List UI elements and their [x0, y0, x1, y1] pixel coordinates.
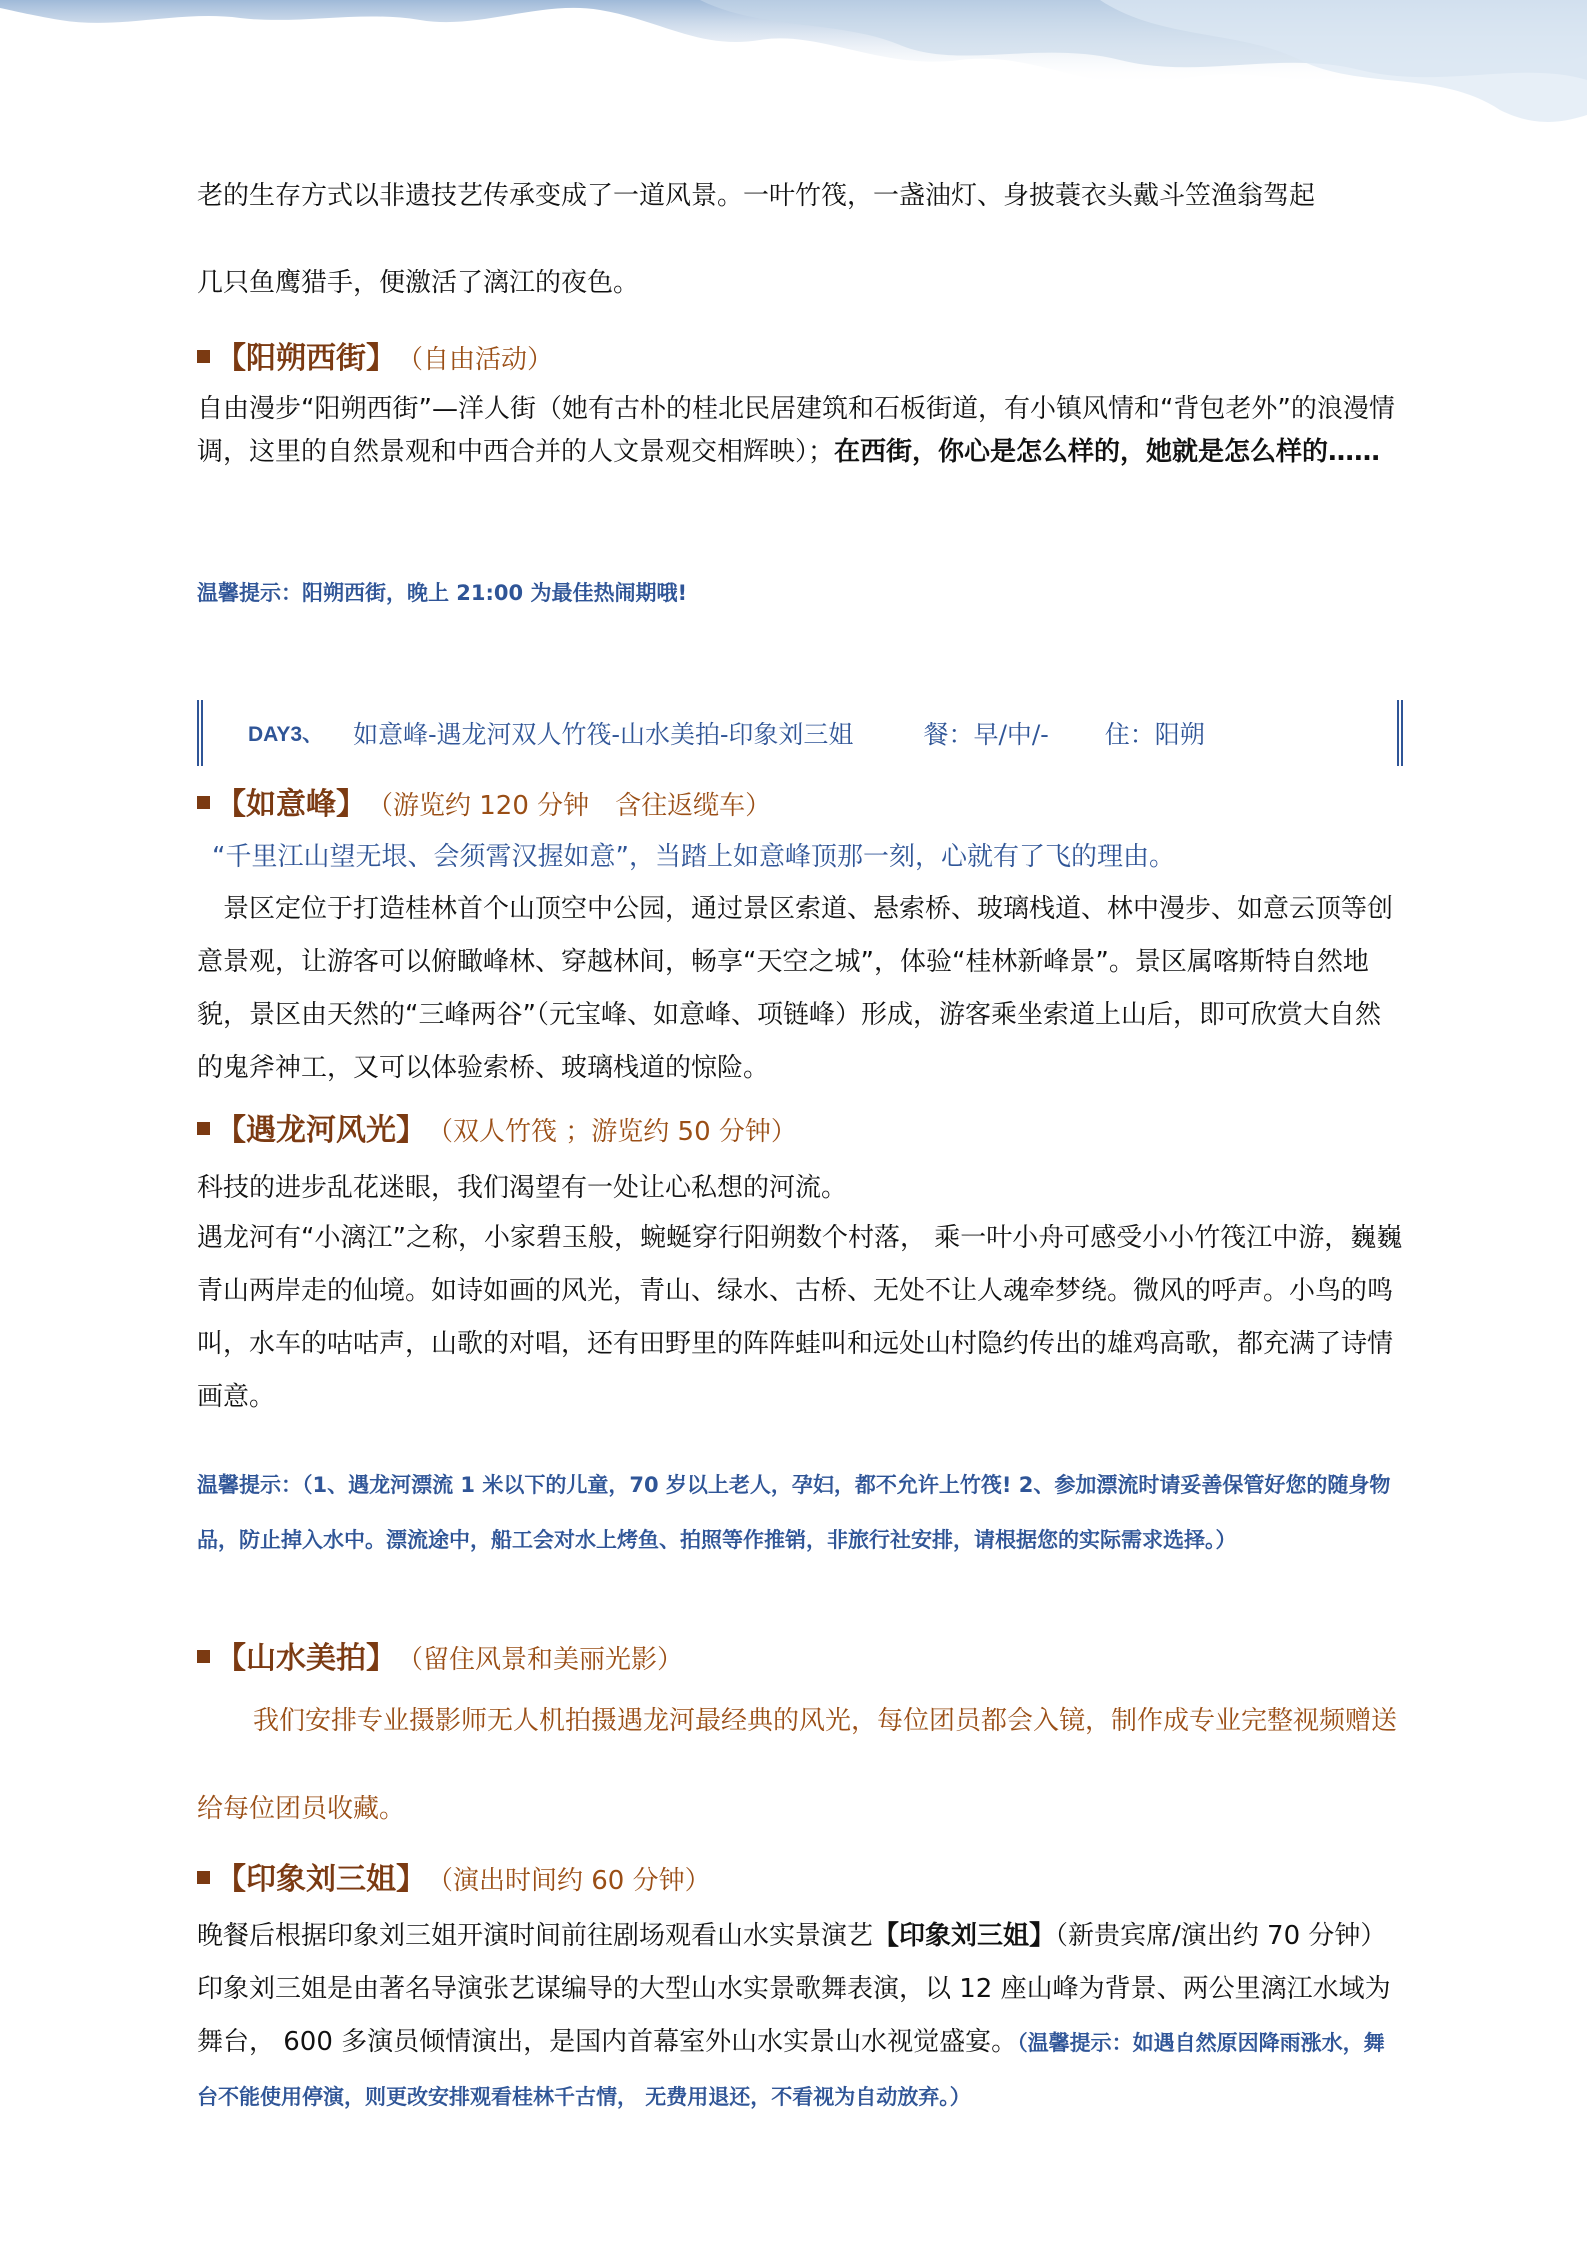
- section-heading-xijie: [197, 333, 553, 377]
- square-bullet-icon: [197, 1122, 210, 1135]
- section-note: （留住风景和美丽光影）: [410, 1645, 684, 1675]
- section-title: 【如意峰】: [216, 787, 366, 822]
- section-heading-meipai: [197, 1633, 683, 1677]
- meipai-paragraph: 我们安排专业摄影师无人机拍摄遇龙河最经典的风光，每位团员都会入镜，制作成专业完整视频赠送给每位团员收藏。: [197, 1706, 1398, 1824]
- ruyi-paragraph: 景区定位于打造桂林首个山顶空中公园，通过景区索道、悬索桥、玻璃栈道、林中漫步、如意云顶等创意景观，让游客可以俯瞰峰林、穿越林间，畅享“天空之城”，体验“桂林新峰景”。景区属喀斯特自然地貌，景区由天然的“三峰两谷”（元宝峰、如意峰、项链峰）形成，游客乘坐索道上山后，即可欣赏大自然的鬼斧神工，又可以体验索桥、玻璃栈道的惊险。: [197, 894, 1394, 1083]
- square-bullet-icon: [197, 1650, 210, 1663]
- liusanjie-text-a: 晚餐后根据印象刘三姐开演时间前往剧场观看山水实景演艺: [197, 1921, 874, 1951]
- intro-line-2: 几只鱼鹰猎手，便激活了漓江的夜色。: [197, 268, 640, 298]
- section-note: （游览约 120 分钟 含往返缆车）: [380, 791, 772, 821]
- section-title: 【阳朔西街】: [216, 341, 396, 376]
- section-title: 【山水美拍】: [216, 1641, 396, 1676]
- day-header-band: [197, 700, 1403, 766]
- square-bullet-icon: [197, 350, 210, 363]
- xijie-tip: 温馨提示：阳朔西街，晚上 21:00 为最佳热闹期哦!: [197, 581, 688, 605]
- liusanjie-paragraph: [197, 1910, 1403, 2124]
- intro-line-1: 老的生存方式以非遗技艺传承变成了一道风景。一叶竹筏，一盏油灯、身披蓑衣头戴斗笠渔翁驾起: [197, 181, 1316, 211]
- ruyi-quote: “千里江山望无垠、会须霄汉握如意”，当踏上如意峰顶那一刻，心就有了飞的理由。: [212, 842, 1175, 872]
- section-heading-ruyi: [197, 779, 771, 823]
- day-meals: 餐：早/中/-: [923, 720, 1049, 749]
- liusanjie-tip: （温馨提示：如遇自然原因降雨涨水，舞台不能使用停演，则更改安排观看桂林千古情， 无费用退还，不看视为自动放弃。）: [197, 2031, 1385, 2109]
- xijie-paragraph: [197, 388, 1403, 474]
- section-note: （演出时间约 60 分钟）: [440, 1866, 711, 1896]
- section-note: （双人竹筏 ；游览约 50 分钟）: [440, 1117, 797, 1147]
- yulong-line-1: 科技的进步乱花迷眼，我们渴望有一处让心私想的河流。: [197, 1173, 848, 1203]
- square-bullet-icon: [197, 796, 210, 809]
- section-note: （自由活动）: [410, 345, 554, 375]
- section-heading-liusanjie: [197, 1854, 711, 1898]
- yulong-tip: 温馨提示：（1、遇龙河漂流 1 米以下的儿童，70 岁以上老人，孕妇，都不允许上竹筏! 2、参加漂流时请妥善保管好您的随身物品，防止掉入水中。漂流途中，船工会对水上烤鱼、拍照等作推销，非旅行社安排，请根据您的实际需求选择。）: [197, 1473, 1391, 1552]
- xijie-text: 自由漫步“阳朔西街”—洋人街（她有古朴的桂北民居建筑和石板街道，有小镇风情和“背包老外”的浪漫情调，这里的自然景观和中西合并的人文景观交相辉映）；: [197, 394, 1395, 467]
- section-title: 【印象刘三姐】: [216, 1862, 426, 1897]
- section-heading-yulong: [197, 1105, 797, 1149]
- cloud-header-decoration: [0, 0, 1587, 140]
- yulong-paragraph: 遇龙河有“小漓江”之称，小家碧玉般，蜿蜒穿行阳朔数个村落， 乘一叶小舟可感受小小竹筏江中游，巍巍青山两岸走的仙境。如诗如画的风光，青山、绿水、古桥、无处不让人魂牵梦绕。微风的呼声。小鸟的鸣叫，水车的咕咕声，山歌的对唱，还有田野里的阵阵蛙叫和远处山村隐约传出的雄鸡高歌，都充满了诗情画意。: [197, 1223, 1403, 1412]
- liusanjie-bold-title: 【印象刘三姐】: [873, 1921, 1056, 1951]
- section-title: 【遇龙河风光】: [216, 1113, 426, 1148]
- square-bullet-icon: [197, 1871, 210, 1884]
- day-route: 如意峰-遇龙河双人竹筏-山水美拍-印象刘三姐: [353, 720, 854, 749]
- xijie-bold-text: 在西街，你心是怎么样的，她就是怎么样的……: [834, 437, 1381, 467]
- liusanjie-text-b: （新贵宾席/演出约 70 分钟）印象刘三姐是由著名导演张艺谋编导的大型山水实景歌舞表演，以 12 座山峰为背景、两公里漓江水域为舞台， 600 多演员倾情演出，是国内首幕室外山水实景山水视觉盛宴。: [197, 1921, 1391, 2057]
- day-stay: 住：阳朔: [1104, 720, 1205, 749]
- day-label: DAY3、: [248, 723, 324, 746]
